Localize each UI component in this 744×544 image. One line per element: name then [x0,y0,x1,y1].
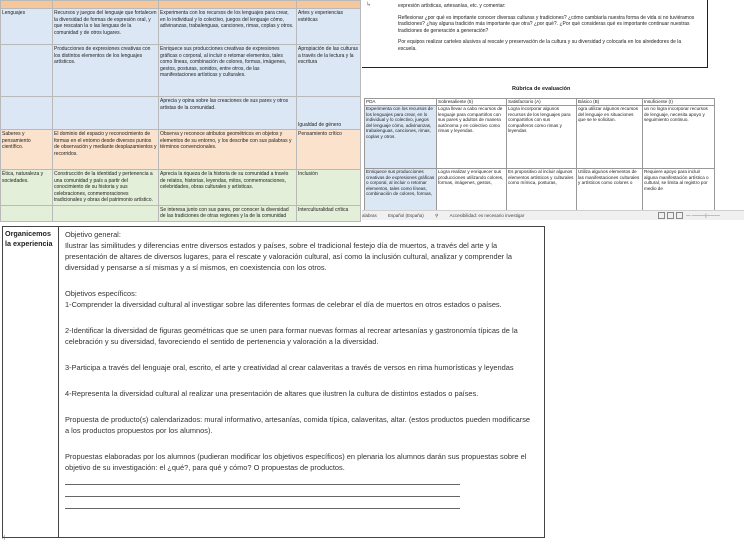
rubric-header-row [365,99,715,106]
table-header-row [1,1,361,9]
table-row [1,97,361,130]
blank-line [65,473,460,485]
rubric-header: Satisfactorio (A) [507,99,577,106]
pda-cell: Experimenta con los recursos de los lenguajes para crear, en lo individual y lo colectivo, juegos del lenguaje cómo, adivinanzas, trabalenguas, canciones, rimas, coplas y otros. [159,9,297,45]
products-proposal: Propuesta de producto(s) calendarizados: mural informativo, artesanías, comida típica, calaveritas, altar. (estos productos pueden modificarse a los productos propuestos por los alumnos). [65,415,531,435]
arrow-icon: ↳ [366,2,372,8]
rubric-cell: ogra utilizar algunos recursos del lenguaje en situaciones que se le solicitan. [577,106,643,169]
table-row [1,205,361,221]
table-row [1,130,361,170]
axis-cell: Pensamiento crítico [297,130,361,170]
rubric-cell: Enriquece sus producciones creativas de expresiones gráficas o corporal, al incluir o retomar elementos, tales como líneas, combinación de colores, formas, [365,169,437,214]
language-indicator[interactable]: Español (España) [388,213,424,218]
rubric-cell: Requiere apoyo para incluir alguna manifestación artística o cultural, se limita al registro por medio de [643,169,715,214]
field-cell [1,45,53,97]
pda-cell: Enriquece sus producciones creativas de expresiones gráficas o corporal, al incluir o retomar elementos, tales como líneas, combinación de colores, formas, imágenes, gestos, posturas, sonidos, entre otros, de las manifestaciones artísticas y culturales. [159,45,297,97]
general-objective-title: Objetivo general: [65,230,121,239]
rubric-row [365,106,715,169]
word-count[interactable]: alabras [362,213,377,218]
axis-cell: Inclusión [297,170,361,206]
zoom-slider-icon[interactable]: — ———|——— [686,213,720,218]
paragraph: Por equipos realizar carteles alusivos al rescate y preservación de la cultura y su diversidad y colocarla en los alrededores de la escuela. [398,39,682,52]
document-text-block [362,0,708,68]
rubric-cell: Logra llevar a cabo recursos de lenguaje para compartirlos con sus pares y adultos de manera autónoma y en colectivo como rimas y leyendas. [437,106,507,169]
specific-objective: 1-Comprender la diversidad cultural al investigar sobre las diferentes formas de celebrar el día de muertos en otros estados o países. [65,300,502,309]
page-corner-mark: r| [2,535,5,541]
rubric-cell: Es propositivo al incluir algunos elementos artísticos y culturales como mímica, posturas, [507,169,577,214]
general-objective-text: Ilustrar las similitudes y diferencias entre diversos estados y países, sobre el tradicional festejo día de muertos, a través del arte y la presentación de altares de diversos lugares, para el rescate y valoración cultural, así como la inclusión cultural, analizar y comprender la diversidad y pensarse a sí mismas y a sí mismos, en coexistencia con los otros. [65,241,512,272]
document-page [362,0,744,218]
rubric-title: Rúbrica de evaluación [512,86,571,92]
rubric-cell: Utiliza algunos elementos de las manifestaciones culturales y artísticos como colores o [577,169,643,214]
rubric-row [365,169,715,214]
table-row [1,45,361,97]
view-controls [658,211,730,220]
field-cell: Saberes y pensamiento científico. [1,130,53,170]
content-cell: Recursos y juegos del lenguaje que fortalecen la diversidad de formas de expresión oral, y que rescatan la o las lenguas de la comunidad y de otros lugares. [53,9,159,45]
status-bar [362,210,744,220]
field-cell [1,97,53,130]
axis-cell: Artes y experiencias estéticas [297,9,361,45]
pda-cell: Aprecia la riqueza de la historia de su comunidad a través de relatos, historias, leyendas, mitos, conmemoraciones, celebridades, obras culturales y artísticas. [159,170,297,206]
field-cell: Ética, naturaleza y sociedades. [1,170,53,206]
table-row [1,170,361,206]
print-layout-icon[interactable] [667,212,674,219]
web-layout-icon[interactable] [676,212,683,219]
curriculum-table [0,0,361,222]
specific-objective: 3-Participa a través del lenguaje oral, escrito, el arte y creatividad al crear calaveritas a través de versos en rima humorísticas y leyendas [65,363,514,372]
section-label: Organicemos la experiencia [3,227,59,537]
table-row [1,9,361,45]
specific-objective: 2-Identificar la diversidad de figuras geométricas que se unen para formar nuevas formas al recrear artesanías y gastronomía típicas de la celebración y su diversidad, favoreciendo el sentido de pertenencia y valoración a la diversidad. [65,326,518,346]
axis-cell: Apropiación de las culturas a través de la lectura y la escritura [297,45,361,97]
pda-cell: Aprecia y opina sobre las creaciones de sus pares y otros artistas de la comunidad. [159,97,297,130]
paragraph: Reflexionar ¿por qué es importante conocer diversas culturas y tradiciones? ¿cómo cambiaría nuestra forma de vida si no tuviéramos tradiciones? ¿hay alguna tradición más importante que otra? ¿por qué?. ¿Por qué consideras qué es importante continuar nuestras tradiciones de generación a generación? [398,14,695,34]
blank-line [65,485,460,497]
pda-cell: Se interesa junto con sus pares, por conocer la diversidad de las tradiciones de otras regiones y la de la comunidad [159,205,297,221]
axis-cell: Interculturalidad crítica [297,205,361,221]
field-cell: Lenguajes [1,9,53,45]
content-cell: Producciones de expresiones creativas con los distintos elementos de los lenguajes artísticos. [53,45,159,97]
rubric-cell: Logra realizar y enriquecer sus producciones utilizando colores, formas, imágenes, gestos, [437,169,507,214]
rubric-cell: Logra incorporar algunos recursos de los lenguajes para compartirlos con sus compañeros como rimas y leyendas [507,106,577,169]
rubric-table [364,98,715,214]
organicemos-section [2,226,545,538]
blank-line [65,497,460,509]
rubric-cell: Experimenta con los recursos de los lenguajes para crear, en lo individual y lo colectivo, juegos del lenguaje cómo, adivinanzas, trabalenguas, canciones, rimas, coplas y otros. [365,106,437,169]
axis-cell: Igualdad de género [297,97,361,130]
rubric-header: Insuficiente (I) [643,99,715,106]
read-mode-icon[interactable] [658,212,665,219]
rubric-header: PDA [365,99,437,106]
accessibility-label: Accesibilidad: es necesario investigar [449,213,525,218]
accessibility-icon: ⚲ [435,213,440,218]
content-cell: Construcción de la identidad y pertenencia a una comunidad y país a partir del conocimiento de su historia y sus celebraciones, conmemoraciones tradicionales y obras del patrimonio artístico. [53,170,159,206]
paragraph: expresión artísticas, artesanías, etc. y comentar: [398,3,506,9]
specific-objectives-title: Objetivos específicos: [65,289,137,298]
section-content [65,229,535,509]
pda-cell: Observa y reconoce atributos geométricos en objetos y elementos de su entorno, y los describe con sus palabras y términos convencionales. [159,130,297,170]
rubric-header: Básico (B) [577,99,643,106]
rubric-cell: un no logra incorporar recursos de lenguaje, necesita apoyo y seguimiento continuo. [643,106,715,169]
rubric-header: Sobresaliente (5) [437,99,507,106]
specific-objective: 4-Representa la diversidad cultural al realizar una presentación de altares que ilustren la cultura de distintos estados o países. [65,389,479,398]
student-proposals: Propuestas elaboradas por los alumnos (pudieran modificar los objetivos específicos) en plenaria los alumnos darán sus propuestas sobre el objetivo de su investigación: el ¿qué?, para qué y cómo? O propuestas de productos. [65,452,527,472]
content-cell [53,97,159,130]
content-cell: El dominio del espacio y reconocimiento de formas en el entorno desde diversos puntos de observación y mediante desplazamientos y recorridos. [53,130,159,170]
content-cell [53,205,159,221]
field-cell [1,205,53,221]
accessibility-indicator[interactable] [435,213,534,218]
